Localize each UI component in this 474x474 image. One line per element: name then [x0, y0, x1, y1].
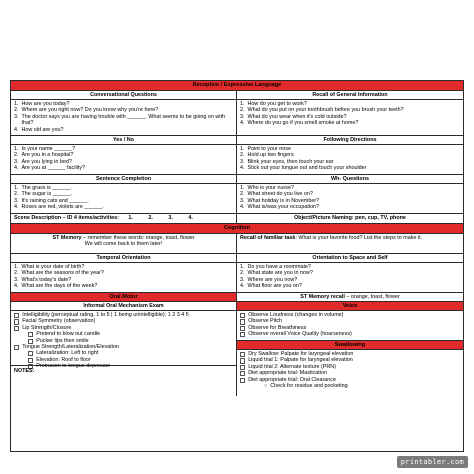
checkbox[interactable] — [14, 313, 19, 318]
checklist-item: Liquid trial 1: Palpate for laryngeal elevation — [240, 357, 460, 363]
row-conversational — [11, 100, 463, 136]
temporal-list — [11, 263, 237, 292]
conversational-list — [11, 100, 237, 135]
conversational-heading: Conversational Questions — [11, 91, 237, 99]
checkbox[interactable] — [28, 358, 33, 363]
list-item: 4. What is/was your occupation? — [240, 204, 320, 211]
list-item: 2. Hold up two fingers — [240, 152, 294, 159]
checklist-item: Protrusion to tongue depressor — [14, 363, 233, 369]
list-item: 2. What street do you live on? — [240, 191, 313, 198]
watermark-logo: printabler.com — [397, 456, 468, 468]
row-cognition — [11, 234, 463, 254]
row-orientation — [11, 263, 463, 293]
checklist-item: Pretend to blow out candle — [14, 331, 233, 337]
bullet-icon: ○ — [264, 382, 268, 389]
voice-heading: Voice — [237, 302, 463, 311]
list-item: 4. Roses are red, violets are ______. — [14, 204, 104, 211]
checklist-item: ○ Check for residue and pocketing — [264, 382, 348, 389]
wh-questions-heading: Wh- Questions — [330, 176, 370, 182]
list-item: 1. Do you have a roommate? — [240, 264, 312, 270]
sentence-completion-heading: Sentence Completion — [11, 175, 237, 183]
checkbox[interactable] — [240, 326, 245, 331]
checkbox[interactable] — [240, 371, 245, 376]
voice-list — [237, 311, 463, 341]
checklist-item: Elevation: Roof to floor — [14, 357, 233, 363]
following-directions-heading: Following Directions — [323, 137, 377, 143]
list-item: 3. The doctor says you are having trouble with ______. What seems to be going on with that? — [14, 113, 225, 127]
list-item: 1. What is your date of birth? — [14, 264, 85, 270]
checklist-item: Tongue Strength/Lateralization/Elevation — [14, 344, 233, 350]
checkbox[interactable] — [240, 352, 245, 357]
st-memory: ST Memory – remember these words: orange, toast, flower We will come back to them later! — [11, 234, 237, 253]
checklist-item: Facial Symmetry (observation) — [14, 318, 233, 324]
checkbox[interactable] — [28, 351, 33, 356]
list-item: 1. The grass is ______. — [14, 185, 72, 191]
section-title-receptive-expressive: Receptive / Expressive Language — [11, 81, 463, 91]
list-item: 3. Blink your eyes, then touch your ear — [240, 158, 334, 165]
yes-no-list — [11, 145, 237, 174]
checklist-item: Diet appropriate trial: Oral Clearance — [240, 377, 460, 383]
list-item: 1. Who is your nurse? — [240, 185, 294, 191]
sentence-completion-list — [11, 184, 237, 213]
header-row-4 — [11, 254, 463, 263]
object-naming: Object/Picture Naming: pen, cup, TV, phone — [294, 215, 406, 221]
yes-no-heading: Yes / No — [11, 136, 237, 144]
wh-questions-list — [237, 184, 463, 213]
row-scene-naming — [11, 214, 463, 224]
list-item: 2. Where are you right now? Do you know why you're here? — [14, 107, 159, 114]
checkbox[interactable] — [14, 345, 19, 350]
section-title-cognition: Cognition — [11, 224, 463, 234]
checkbox[interactable] — [240, 378, 245, 383]
list-item: 1. How are you today? — [14, 101, 70, 107]
list-item: 3. Are you lying in bed? — [14, 158, 72, 165]
checklist-item: Liquid trial 2: Alternate texture (PRN) — [240, 364, 460, 370]
list-item: 3. Where are you now? — [240, 276, 298, 283]
checkbox[interactable] — [14, 319, 19, 324]
list-item: 2. The sugar is ______. — [14, 191, 73, 198]
scene-description: Scene Description – ID 4 items/activities: 1. 2. 3. 4. — [11, 214, 237, 223]
st-memory-recall: ST Memory recall – orange, toast, flower — [237, 293, 463, 302]
following-directions-list — [237, 145, 463, 174]
temporal-heading: Temporal Orientation — [11, 254, 237, 262]
space-self-heading: Orientation to Space and Self — [312, 255, 388, 261]
checklist-item: Observe Loudness (changes in volume) — [240, 312, 460, 318]
checklist-item: Lip Strength/Closure — [14, 325, 233, 331]
row-oral-voice — [11, 293, 463, 396]
list-item: 3. What holiday is in November? — [240, 197, 320, 204]
list-item: 4. How old are you? — [14, 126, 64, 133]
swallowing-heading: Swallowing — [237, 341, 463, 350]
checklist-item: Observe Pitch — [240, 318, 460, 324]
row-yes-no — [11, 145, 463, 175]
list-item: 2. What are the seasons of the year? — [14, 270, 104, 277]
checkbox[interactable] — [14, 326, 19, 331]
checklist-item: Lateralization: Left to right — [14, 350, 233, 356]
checklist-item: Diet appropriate trial: Mastication — [240, 370, 460, 376]
checkbox[interactable] — [240, 332, 245, 337]
assessment-form — [10, 80, 464, 452]
list-item: 1. Point to your nose — [240, 146, 291, 152]
list-item: 4. Where do you go if you smell smoke at home? — [240, 120, 359, 127]
oral-motor-heading: Oral Motor — [11, 293, 236, 302]
list-item: 2. Are you in a hospital? — [14, 152, 74, 159]
list-item: 4. What floor are you on? — [240, 283, 303, 290]
header-row-1 — [11, 91, 463, 100]
list-item: 2. What do you put on your toothbrush before you brush your teeth? — [240, 107, 404, 114]
list-item: 3. What do you wear when it's cold outside? — [240, 113, 347, 120]
checklist-item: Dry Swallow: Palpate for laryngeal elevation — [240, 351, 460, 357]
checkbox[interactable] — [28, 332, 33, 337]
list-item: 4. What are the days of the week? — [14, 283, 98, 290]
list-item: 2. What state are you in now? — [240, 270, 313, 277]
checkbox[interactable] — [240, 319, 245, 324]
header-row-2 — [11, 136, 463, 145]
header-row-3 — [11, 175, 463, 184]
recall-general-heading: Recall of General Information — [312, 92, 388, 98]
oral-motor-list — [11, 311, 236, 369]
notes-label: NOTES: — [14, 368, 35, 374]
swallowing-list — [237, 350, 463, 390]
checklist-item: Pucker lips then smile — [14, 338, 233, 344]
list-item: 4. Are you at ______ facility? — [14, 165, 86, 172]
list-item: 4. Stick out your tongue out and touch your shoulder — [240, 165, 367, 172]
list-item: 3. It's raining cats and ______. — [14, 197, 89, 204]
recall-general-list — [237, 100, 463, 135]
oral-motor-column — [11, 293, 237, 396]
voice-swallow-column — [237, 293, 463, 396]
checkbox[interactable] — [240, 313, 245, 318]
list-item: 1. Is your name ______? — [14, 146, 76, 152]
checklist-item: Observe for Breathiness — [240, 325, 460, 331]
checklist-item: Intelligibility (perceptual rating, 1 to 5 | 1 being unintelligible): 1 2 3 4 5 — [14, 312, 233, 318]
checkbox[interactable] — [240, 358, 245, 363]
row-sentence — [11, 184, 463, 214]
list-item: 1. How do you get to work? — [240, 101, 307, 107]
checklist-item: Observe overall Voice Quality (hoarseness) — [240, 331, 460, 337]
space-self-list — [237, 263, 463, 292]
oral-mech-subheading: Informal Oral Mechanism Exam — [11, 302, 236, 311]
checkbox[interactable] — [240, 365, 245, 370]
list-item: 3. What's today's date? — [14, 276, 72, 283]
recall-familiar-task: Recall of familiar task: What is your favorite food? List the steps to make it. — [240, 235, 423, 241]
